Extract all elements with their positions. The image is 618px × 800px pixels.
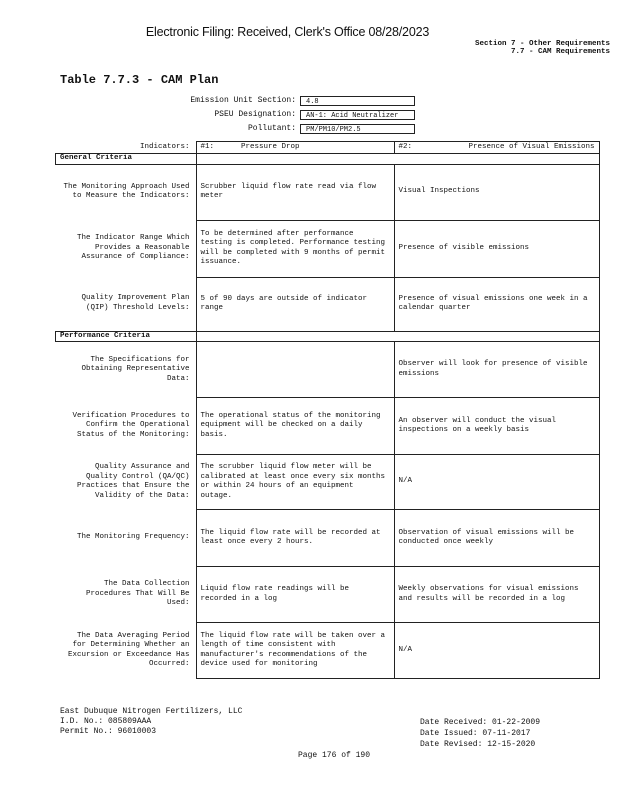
row-label: The Monitoring Approach Used to Measure the Indicators:: [63, 182, 190, 201]
company-name: East Dubuque Nitrogen Fertilizers, LLC: [60, 707, 243, 716]
table-row: [56, 455, 600, 510]
row-label: The Specifications for Obtaining Representative Data:: [81, 355, 190, 383]
subsection-heading: 7.7 - CAM Requirements: [510, 48, 610, 56]
indicator-2-cell: Weekly observations for visual emissions and results will be recorded in a log: [394, 567, 599, 623]
table-row: [56, 277, 600, 331]
section-heading: Section 7 - Other Requirements: [474, 40, 610, 48]
indicator-2-header: [394, 142, 599, 154]
indicator-2-cell: Observer will look for presence of visible emissions: [394, 342, 599, 398]
general-criteria-header: [56, 154, 600, 165]
indicator-1-cell: Scrubber liquid flow rate read via flow meter: [196, 164, 394, 220]
indicator-1-cell: The operational status of the monitoring equipment will be checked on a daily basis.: [196, 398, 394, 455]
row-label: Verification Procedures to Confirm the Operational Status of the Monitoring:: [72, 411, 190, 439]
date-revised: Date Revised: 12-15-2020: [420, 740, 536, 749]
pseu-value: AN-1: Acid Neutralizer: [300, 110, 415, 120]
table-row: [56, 567, 600, 623]
pseu-label: PSEU Designation:: [214, 110, 296, 119]
row-label: The Monitoring Frequency:: [76, 533, 190, 542]
indicator-1-cell: The liquid flow rate will be recorded at least once every 2 hours.: [196, 510, 394, 567]
permit-number: Permit No.: 96010003: [60, 727, 157, 736]
indicator-1-cell: The liquid flow rate will be taken over a length of time consistent with manufacturer's recommendations of the device used for monitoring: [196, 623, 394, 679]
performance-criteria-fill: [196, 331, 599, 342]
indicator-2-cell: N/A: [394, 455, 599, 510]
row-label: Quality Improvement Plan (QIP) Threshold Levels:: [81, 294, 190, 312]
general-criteria-title: General Criteria: [56, 154, 197, 165]
indicator-2-cell: Presence of visual emissions one week in a calendar quarter: [394, 277, 599, 331]
indicator-2-cell: Observation of visual emissions will be conducted once weekly: [394, 510, 599, 567]
performance-criteria-header: [56, 331, 600, 342]
pollutant-label: Pollutant:: [247, 124, 296, 133]
table-row: [56, 510, 600, 567]
row-label: The Data Averaging Period for Determining Whether an Excursion or Exceedance Has Occurred:: [67, 631, 190, 668]
indicator-1-cell: To be determined after performance testing is completed. Performance testing will be completed with 9 months of permit issuance.: [196, 220, 394, 277]
table-row: [56, 623, 600, 679]
emission-unit-label: Emission Unit Section:: [190, 96, 296, 105]
cam-plan-table: [55, 141, 600, 679]
table-title: Table 7.7.3 - CAM Plan: [60, 73, 219, 87]
indicator-2-cell: Visual Inspections: [394, 164, 599, 220]
general-criteria-fill: [196, 154, 599, 165]
indicator-2-number: #2:: [398, 142, 413, 151]
indicator-1-number: #1:: [200, 142, 215, 151]
indicator-1-cell: 5 of 90 days are outside of indicator range: [196, 277, 394, 331]
page-number: Page 176 of 190: [297, 751, 370, 760]
date-issued: Date Issued: 07-11-2017: [420, 729, 531, 738]
emission-unit-value: 4.8: [300, 96, 415, 106]
table-row: [56, 342, 600, 398]
table-row: [56, 164, 600, 220]
indicators-row: [56, 142, 600, 154]
row-label: Quality Assurance and Quality Control (QA/QC) Practices that Ensure the Validity of the Data:: [76, 463, 190, 500]
indicator-1-name: Pressure Drop: [241, 142, 300, 151]
performance-criteria-title: Performance Criteria: [56, 331, 197, 342]
indicator-2-cell: An observer will conduct the visual inspections on a weekly basis: [394, 398, 599, 455]
pollutant-value: PM/PM10/PM2.5: [300, 124, 415, 134]
filing-stamp: Electronic Filing: Received, Clerk's Office 08/28/2023: [145, 25, 430, 39]
row-label: The Data Collection Procedures That Will Be Used:: [85, 580, 190, 608]
indicator-2-name: Presence of Visual Emissions: [468, 142, 595, 151]
table-row: [56, 398, 600, 455]
indicator-1-header: [196, 142, 394, 154]
indicator-2-cell: N/A: [394, 623, 599, 679]
indicator-1-cell: The scrubber liquid flow meter will be calibrated at least once every six months or within 24 hours of an equipment outage.: [196, 455, 394, 510]
row-label: The Indicator Range Which Provides a Reasonable Assurance of Compliance:: [76, 234, 190, 262]
indicator-1-cell: [196, 342, 394, 398]
indicator-2-cell: Presence of visible emissions: [394, 220, 599, 277]
id-number: I.D. No.: 085809AAA: [60, 717, 152, 726]
table-row: [56, 220, 600, 277]
indicators-label: Indicators:: [139, 142, 190, 151]
date-received: Date Received: 01-22-2009: [420, 718, 541, 727]
indicator-1-cell: Liquid flow rate readings will be recorded in a log: [196, 567, 394, 623]
